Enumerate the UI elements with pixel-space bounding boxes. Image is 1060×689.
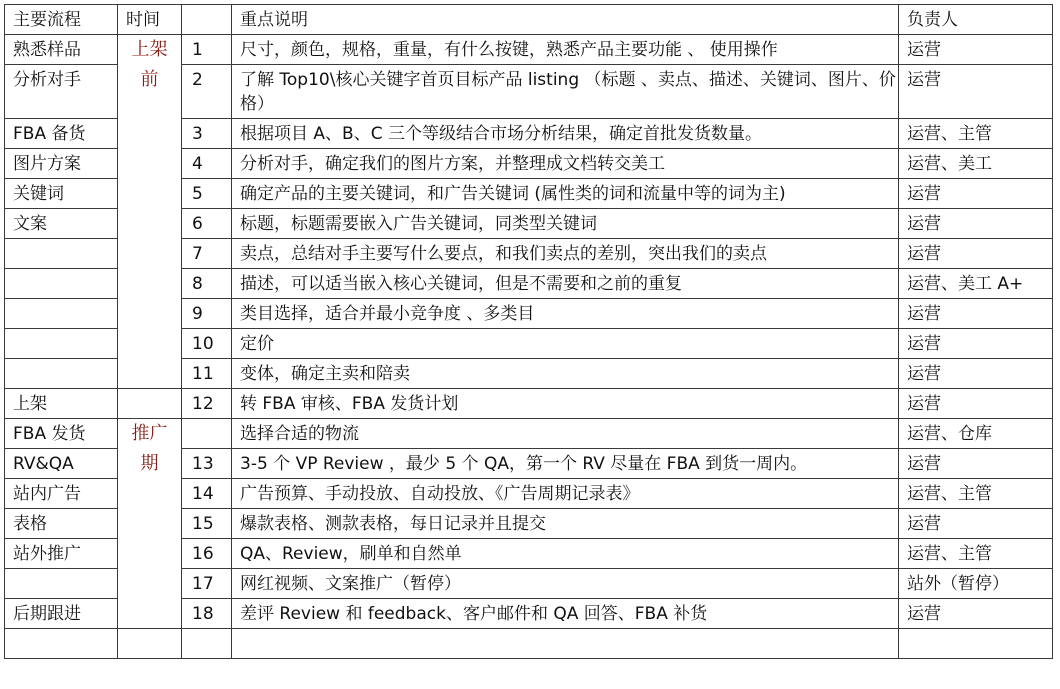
number-cell: 3 xyxy=(182,119,232,149)
time-cell-empty xyxy=(118,389,182,419)
process-cell: 站外推广 xyxy=(5,539,118,569)
time-cell-empty xyxy=(118,629,182,659)
number-cell: 6 xyxy=(182,209,232,239)
owner-cell: 运营、主管 xyxy=(899,479,1053,509)
process-cell xyxy=(5,629,118,659)
description-cell: 根据项目 A、B、C 三个等级结合市场分析结果，确定首批发货数量。 xyxy=(232,119,899,149)
owner-cell: 运营、仓库 xyxy=(899,419,1053,449)
number-cell: 17 xyxy=(182,569,232,599)
header-owner: 负责人 xyxy=(899,5,1053,35)
description-cell: 确定产品的主要关键词，和广告关键词 (属性类的词和流量中等的词为主) xyxy=(232,179,899,209)
number-cell: 12 xyxy=(182,389,232,419)
owner-cell: 运营 xyxy=(899,599,1053,629)
process-cell: 后期跟进 xyxy=(5,599,118,629)
owner-cell: 运营 xyxy=(899,179,1053,209)
process-cell xyxy=(5,269,118,299)
owner-cell: 运营 xyxy=(899,209,1053,239)
number-cell: 13 xyxy=(182,449,232,479)
process-cell: RV&QA xyxy=(5,449,118,479)
table-row xyxy=(5,35,1053,65)
description-cell: 卖点，总结对手主要写什么要点，和我们卖点的差别，突出我们的卖点 xyxy=(232,239,899,269)
description-cell: 广告预算、手动投放、自动投放、《广告周期记录表》 xyxy=(232,479,899,509)
table-row xyxy=(5,419,1053,449)
description-cell: QA、Review，刷单和自然单 xyxy=(232,539,899,569)
description-cell xyxy=(232,629,899,659)
owner-cell: 站外（暂停） xyxy=(899,569,1053,599)
number-cell xyxy=(182,419,232,449)
owner-cell: 运营 xyxy=(899,299,1053,329)
description-cell: 尺寸，颜色，规格，重量，有什么按键，熟悉产品主要功能 、 使用操作 xyxy=(232,35,899,65)
time-cell-promotion xyxy=(118,419,182,629)
process-cell: 关键词 xyxy=(5,179,118,209)
time-label: 上架前 xyxy=(131,39,168,90)
description-cell: 了解 Top10\核心关键字首页目标产品 listing （标题 、卖点、描述、关键词、图片、价格） xyxy=(232,65,899,119)
description-cell: 定价 xyxy=(232,329,899,359)
description-cell: 分析对手，确定我们的图片方案，并整理成文档转交美工 xyxy=(232,149,899,179)
description-cell: 类目选择，适合并最小竞争度 、多类目 xyxy=(232,299,899,329)
time-cell-pre-launch xyxy=(118,35,182,389)
time-label: 推广期 xyxy=(131,423,168,474)
number-cell: 5 xyxy=(182,179,232,209)
owner-cell: 运营 xyxy=(899,329,1053,359)
description-cell: 标题，标题需要嵌入广告关键词，同类型关键词 xyxy=(232,209,899,239)
process-cell: FBA 备货 xyxy=(5,119,118,149)
description-cell: 转 FBA 审核、FBA 发货计划 xyxy=(232,389,899,419)
process-table xyxy=(4,4,1053,659)
process-cell: 熟悉样品 xyxy=(5,35,118,65)
number-cell: 15 xyxy=(182,509,232,539)
number-cell: 8 xyxy=(182,269,232,299)
number-cell: 10 xyxy=(182,329,232,359)
header-process: 主要流程 xyxy=(5,5,118,35)
description-cell: 选择合适的物流 xyxy=(232,419,899,449)
process-cell: FBA 发货 xyxy=(5,419,118,449)
process-cell xyxy=(5,569,118,599)
number-cell: 4 xyxy=(182,149,232,179)
process-cell: 上架 xyxy=(5,389,118,419)
header-number xyxy=(182,5,232,35)
owner-cell: 运营、主管 xyxy=(899,539,1053,569)
owner-cell: 运营、主管 xyxy=(899,119,1053,149)
header-description: 重点说明 xyxy=(232,5,899,35)
header-time: 时间 xyxy=(118,5,182,35)
process-cell xyxy=(5,359,118,389)
owner-cell: 运营 xyxy=(899,35,1053,65)
number-cell: 18 xyxy=(182,599,232,629)
owner-cell: 运营 xyxy=(899,509,1053,539)
process-cell: 站内广告 xyxy=(5,479,118,509)
table-row xyxy=(5,389,1053,419)
header-row xyxy=(5,5,1053,35)
owner-cell: 运营 xyxy=(899,359,1053,389)
process-cell xyxy=(5,329,118,359)
process-cell: 分析对手 xyxy=(5,65,118,119)
owner-cell: 运营 xyxy=(899,449,1053,479)
number-cell: 9 xyxy=(182,299,232,329)
description-cell: 描述，可以适当嵌入核心关键词，但是不需要和之前的重复 xyxy=(232,269,899,299)
table-row xyxy=(5,629,1053,659)
process-cell: 文案 xyxy=(5,209,118,239)
description-cell: 3-5 个 VP Review ，最少 5 个 QA，第一个 RV 尽量在 FBA 到货一周内。 xyxy=(232,449,899,479)
process-cell: 图片方案 xyxy=(5,149,118,179)
owner-cell: 运营 xyxy=(899,389,1053,419)
description-cell: 差评 Review 和 feedback、客户邮件和 QA 回答、FBA 补货 xyxy=(232,599,899,629)
owner-cell: 运营 xyxy=(899,65,1053,119)
number-cell: 2 xyxy=(182,65,232,119)
description-cell: 变体，确定主卖和陪卖 xyxy=(232,359,899,389)
owner-cell: 运营、美工 A+ xyxy=(899,269,1053,299)
owner-cell: 运营、美工 xyxy=(899,149,1053,179)
number-cell: 11 xyxy=(182,359,232,389)
number-cell: 14 xyxy=(182,479,232,509)
number-cell: 16 xyxy=(182,539,232,569)
process-cell: 表格 xyxy=(5,509,118,539)
process-cell xyxy=(5,239,118,269)
owner-cell xyxy=(899,629,1053,659)
owner-cell: 运营 xyxy=(899,239,1053,269)
description-cell: 网红视频、文案推广（暂停） xyxy=(232,569,899,599)
process-cell xyxy=(5,299,118,329)
number-cell: 7 xyxy=(182,239,232,269)
description-cell: 爆款表格、测款表格，每日记录并且提交 xyxy=(232,509,899,539)
number-cell xyxy=(182,629,232,659)
number-cell: 1 xyxy=(182,35,232,65)
